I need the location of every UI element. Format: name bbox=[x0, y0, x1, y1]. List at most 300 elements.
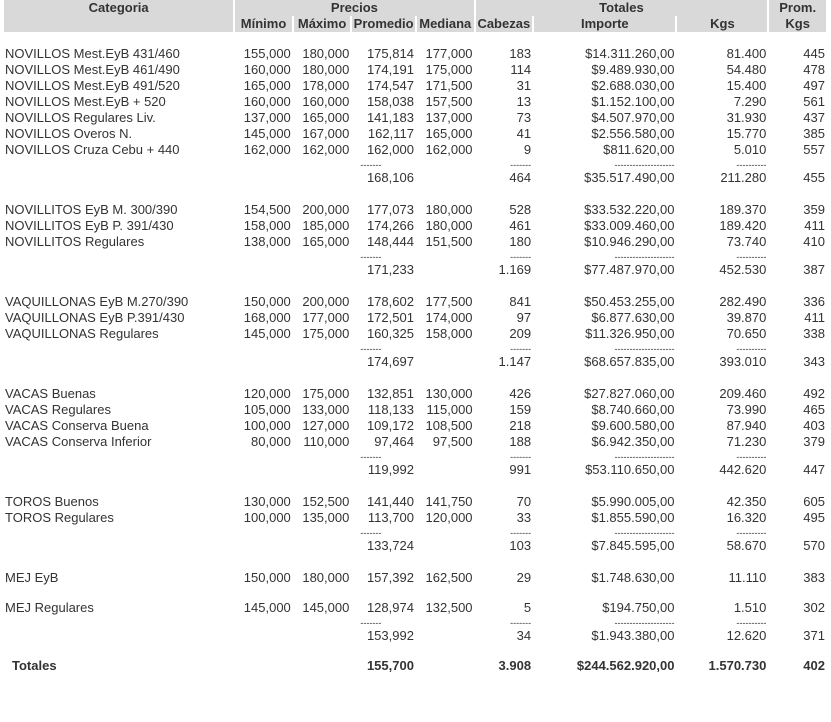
subtotal-importe: $1.943.380,00 bbox=[591, 628, 675, 643]
blank-cell bbox=[235, 658, 292, 674]
totales-cabezas: 3.908 bbox=[498, 658, 532, 673]
importe-cell: $33.532.220,00 bbox=[584, 202, 675, 217]
totales-kgs: 1.570.730 bbox=[708, 658, 767, 673]
header-kgs: Kgs bbox=[677, 16, 767, 32]
blank-cell bbox=[235, 450, 292, 462]
cabezas-cell: 188 bbox=[509, 434, 532, 449]
blank-cell bbox=[417, 450, 474, 462]
blank-cell bbox=[294, 342, 351, 354]
cabezas-cell: 841 bbox=[509, 294, 532, 309]
table-row bbox=[4, 218, 826, 234]
kgs-cell: 15.400 bbox=[726, 78, 767, 93]
prom-kgs-cell: 302 bbox=[803, 600, 825, 615]
promedio-cell: 141,183 bbox=[366, 110, 414, 125]
maximo-cell: 185,000 bbox=[302, 218, 350, 233]
importe-cell: $33.009.460,00 bbox=[584, 218, 675, 233]
categoria-cell: NOVILLOS Cruza Cebu + 440 bbox=[5, 142, 180, 157]
maximo-cell: 145,000 bbox=[302, 600, 350, 615]
blank-cell bbox=[235, 250, 292, 262]
kgs-cell: 7.290 bbox=[733, 94, 767, 109]
minimo-cell: 145,000 bbox=[243, 126, 291, 141]
maximo-cell: 200,000 bbox=[302, 202, 350, 217]
promedio-cell: 162,000 bbox=[366, 142, 414, 157]
importe-cell: $6.942.350,00 bbox=[591, 434, 675, 449]
blank-cell bbox=[294, 158, 351, 170]
blank-cell bbox=[4, 628, 233, 644]
cabezas-cell: 528 bbox=[509, 202, 532, 217]
minimo-cell: 150,000 bbox=[243, 570, 291, 585]
mediana-cell: 158,000 bbox=[425, 326, 473, 341]
spacer-cell bbox=[4, 32, 826, 46]
categoria-cell: VAQUILLONAS EyB P.391/430 bbox=[5, 310, 185, 325]
prom-kgs-cell: 383 bbox=[803, 570, 825, 585]
prom-kgs-cell: 379 bbox=[803, 434, 825, 449]
blank-cell bbox=[4, 450, 233, 462]
blank-cell bbox=[769, 616, 826, 628]
importe-divider: -------------------- bbox=[614, 452, 675, 462]
blank-cell bbox=[417, 628, 474, 644]
subtotal-row bbox=[4, 628, 826, 644]
table-row bbox=[4, 402, 826, 418]
subtotal-kgs: 393.010 bbox=[719, 354, 767, 369]
header-mediana: Mediana bbox=[417, 16, 474, 32]
subtotal-kgs: 452.530 bbox=[719, 262, 767, 277]
cabezas-cell: 426 bbox=[509, 386, 532, 401]
prom-kgs-cell: 403 bbox=[803, 418, 825, 433]
maximo-cell: 177,000 bbox=[302, 310, 350, 325]
blank-cell bbox=[4, 158, 233, 170]
promedio-cell: 97,464 bbox=[374, 434, 414, 449]
cabezas-cell: 218 bbox=[509, 418, 532, 433]
promedio-cell: 132,851 bbox=[366, 386, 414, 401]
blank-cell bbox=[417, 616, 474, 628]
header-categoria: Categoria bbox=[4, 0, 233, 16]
subtotal-divider-row bbox=[4, 450, 826, 462]
promedio-cell: 113,700 bbox=[367, 510, 414, 525]
subtotal-prom-kgs: 447 bbox=[803, 462, 825, 477]
promedio-cell: 172,501 bbox=[366, 310, 414, 325]
subtotal-cabezas: 1.169 bbox=[498, 262, 532, 277]
kgs-cell: 87.940 bbox=[726, 418, 767, 433]
subtotal-row bbox=[4, 354, 826, 370]
table-row bbox=[4, 78, 826, 94]
categoria-cell: NOVILLOS Mest.EyB + 520 bbox=[5, 94, 166, 109]
minimo-cell: 145,000 bbox=[243, 600, 291, 615]
kgs-cell: 5.010 bbox=[733, 142, 767, 157]
categoria-cell: NOVILLOS Overos N. bbox=[5, 126, 133, 141]
categoria-cell: VACAS Conserva Inferior bbox=[5, 434, 152, 449]
cabezas-cell: 70 bbox=[516, 494, 532, 509]
minimo-cell: 150,000 bbox=[243, 294, 291, 309]
minimo-cell: 165,000 bbox=[243, 78, 291, 93]
subtotal-kgs: 442.620 bbox=[719, 462, 767, 477]
subtotal-divider-row bbox=[4, 158, 826, 170]
subtotal-promedio: 119,992 bbox=[367, 462, 414, 477]
maximo-cell: 135,000 bbox=[302, 510, 350, 525]
table-row bbox=[4, 62, 826, 78]
kgs-cell: 189.420 bbox=[719, 218, 767, 233]
prom-kgs-cell: 411 bbox=[804, 218, 825, 233]
importe-cell: $8.740.660,00 bbox=[591, 402, 675, 417]
subtotal-divider-row bbox=[4, 526, 826, 538]
promedio-divider: ------- bbox=[360, 344, 382, 354]
promedio-cell: 118,133 bbox=[367, 402, 414, 417]
subtotal-row bbox=[4, 262, 826, 278]
minimo-cell: 158,000 bbox=[243, 218, 291, 233]
promedio-divider: ------- bbox=[360, 252, 382, 262]
blank-cell bbox=[294, 462, 351, 478]
categoria-cell: MEJ EyB bbox=[5, 570, 59, 585]
blank-cell bbox=[294, 616, 351, 628]
kgs-cell: 282.490 bbox=[719, 294, 767, 309]
header-blank bbox=[4, 16, 233, 32]
blank-cell bbox=[4, 354, 233, 370]
promedio-cell: 175,814 bbox=[366, 46, 414, 61]
importe-cell: $2.556.580,00 bbox=[591, 126, 675, 141]
blank-cell bbox=[235, 628, 292, 644]
mediana-cell: 171,500 bbox=[425, 78, 473, 93]
promedio-divider: ------- bbox=[360, 160, 382, 170]
importe-divider: -------------------- bbox=[614, 252, 675, 262]
blank-cell bbox=[417, 354, 474, 370]
kgs-cell: 209.460 bbox=[719, 386, 767, 401]
spacer-row bbox=[4, 278, 826, 294]
kgs-cell: 1.510 bbox=[733, 600, 767, 615]
totales-label: Totales bbox=[12, 658, 57, 673]
mediana-cell: 157,500 bbox=[425, 94, 473, 109]
categoria-cell: VACAS Conserva Buena bbox=[5, 418, 149, 433]
importe-cell: $4.507.970,00 bbox=[591, 110, 675, 125]
table-row bbox=[4, 510, 826, 526]
cabezas-divider: ------- bbox=[510, 452, 532, 462]
minimo-cell: 168,000 bbox=[243, 310, 291, 325]
maximo-cell: 127,000 bbox=[302, 418, 350, 433]
cabezas-divider: ------- bbox=[510, 344, 532, 354]
promedio-cell: 178,602 bbox=[366, 294, 414, 309]
categoria-cell: NOVILLOS Mest.EyB 491/520 bbox=[5, 78, 180, 93]
cabezas-cell: 13 bbox=[516, 94, 532, 109]
cabezas-cell: 209 bbox=[509, 326, 532, 341]
subtotal-prom-kgs: 343 bbox=[803, 354, 825, 369]
blank-cell bbox=[294, 628, 351, 644]
table-row bbox=[4, 94, 826, 110]
header-promedio: Promedio bbox=[353, 16, 414, 31]
cabezas-cell: 183 bbox=[509, 46, 532, 61]
minimo-cell: 100,000 bbox=[243, 418, 291, 433]
categoria-cell: VACAS Buenas bbox=[5, 386, 96, 401]
blank-cell bbox=[235, 158, 292, 170]
cabezas-divider: ------- bbox=[510, 618, 532, 628]
promedio-divider: ------- bbox=[360, 528, 382, 538]
maximo-cell: 160,000 bbox=[302, 94, 350, 109]
categoria-cell: NOVILLOS Mest.EyB 431/460 bbox=[5, 46, 180, 61]
minimo-cell: 162,000 bbox=[243, 142, 291, 157]
blank-cell bbox=[294, 658, 351, 674]
categoria-cell: NOVILLITOS EyB M. 300/390 bbox=[5, 202, 178, 217]
mediana-cell: 115,000 bbox=[426, 402, 473, 417]
table-row bbox=[4, 418, 826, 434]
spacer-row bbox=[4, 586, 826, 600]
minimo-cell: 160,000 bbox=[243, 94, 291, 109]
importe-divider: -------------------- bbox=[614, 528, 675, 538]
subtotal-prom-kgs: 387 bbox=[803, 262, 825, 277]
blank-cell bbox=[417, 462, 474, 478]
blank-cell bbox=[294, 250, 351, 262]
minimo-cell: 155,000 bbox=[243, 46, 291, 61]
prom-kgs-cell: 336 bbox=[803, 294, 825, 309]
table-row bbox=[4, 202, 826, 218]
header-minimo: Mínimo bbox=[235, 16, 292, 32]
spacer-row bbox=[4, 478, 826, 494]
importe-cell: $811.620,00 bbox=[603, 142, 675, 157]
promedio-cell: 160,325 bbox=[366, 326, 414, 341]
subtotal-row bbox=[4, 170, 826, 186]
subtotal-cabezas: 34 bbox=[516, 628, 532, 643]
importe-cell: $14.311.260,00 bbox=[585, 46, 675, 61]
market-table bbox=[2, 0, 828, 674]
blank-cell bbox=[417, 170, 474, 186]
promedio-cell: 157,392 bbox=[366, 570, 414, 585]
cabezas-divider: ------- bbox=[510, 160, 532, 170]
categoria-cell: NOVILLITOS Regulares bbox=[5, 234, 145, 249]
blank-cell bbox=[235, 262, 292, 278]
subtotal-cabezas: 103 bbox=[509, 538, 532, 553]
blank-cell bbox=[417, 658, 474, 674]
subtotal-cabezas: 991 bbox=[509, 462, 532, 477]
kgs-cell: 39.870 bbox=[726, 310, 767, 325]
categoria-cell: VAQUILLONAS EyB M.270/390 bbox=[5, 294, 189, 309]
subtotal-divider-row bbox=[4, 342, 826, 354]
cabezas-divider: ------- bbox=[510, 252, 532, 262]
categoria-cell: TOROS Buenos bbox=[5, 494, 99, 509]
kgs-divider: ---------- bbox=[736, 160, 767, 170]
prom-kgs-cell: 497 bbox=[803, 78, 825, 93]
spacer-cell bbox=[4, 586, 826, 600]
prom-kgs-cell: 411 bbox=[804, 310, 825, 325]
table-body bbox=[4, 32, 826, 674]
subtotal-prom-kgs: 455 bbox=[803, 170, 825, 185]
table-row bbox=[4, 294, 826, 310]
blank-cell bbox=[4, 462, 233, 478]
table-row bbox=[4, 310, 826, 326]
maximo-cell: 180,000 bbox=[302, 46, 350, 61]
header-cabezas: Cabezas bbox=[477, 16, 531, 31]
kgs-cell: 31.930 bbox=[726, 110, 767, 125]
subtotal-kgs: 211.280 bbox=[720, 170, 767, 185]
importe-cell: $5.990.005,00 bbox=[591, 494, 675, 509]
spacer-row bbox=[4, 554, 826, 570]
prom-kgs-cell: 385 bbox=[803, 126, 825, 141]
mediana-cell: 180,000 bbox=[425, 202, 473, 217]
blank-cell bbox=[235, 462, 292, 478]
promedio-divider: ------- bbox=[360, 618, 382, 628]
minimo-cell: 100,000 bbox=[243, 510, 291, 525]
cabezas-cell: 9 bbox=[523, 142, 532, 157]
categoria-cell: VAQUILLONAS Regulares bbox=[5, 326, 159, 341]
subtotal-importe: $35.517.490,00 bbox=[584, 170, 675, 185]
mediana-cell: 174,000 bbox=[425, 310, 473, 325]
blank-cell bbox=[4, 538, 233, 554]
mediana-cell: 108,500 bbox=[425, 418, 473, 433]
cabezas-cell: 461 bbox=[509, 218, 532, 233]
totales-row bbox=[4, 658, 826, 674]
minimo-cell: 130,000 bbox=[243, 494, 291, 509]
maximo-cell: 175,000 bbox=[302, 386, 350, 401]
categoria-cell: TOROS Regulares bbox=[5, 510, 114, 525]
maximo-cell: 152,500 bbox=[302, 494, 350, 509]
blank-cell bbox=[294, 170, 351, 186]
subtotal-promedio: 168,106 bbox=[366, 170, 414, 185]
importe-divider: -------------------- bbox=[614, 160, 675, 170]
mediana-cell: 180,000 bbox=[425, 218, 473, 233]
cabezas-cell: 31 bbox=[516, 78, 532, 93]
blank-cell bbox=[769, 450, 826, 462]
subtotal-importe: $77.487.970,00 bbox=[584, 262, 675, 277]
prom-kgs-cell: 437 bbox=[803, 110, 825, 125]
blank-cell bbox=[4, 526, 233, 538]
promedio-cell: 148,444 bbox=[366, 234, 414, 249]
minimo-cell: 80,000 bbox=[251, 434, 291, 449]
header-row-top bbox=[4, 0, 826, 16]
mediana-cell: 165,000 bbox=[425, 126, 473, 141]
cabezas-cell: 5 bbox=[523, 600, 532, 615]
prom-kgs-cell: 557 bbox=[803, 142, 825, 157]
blank-cell bbox=[235, 170, 292, 186]
spacer-cell bbox=[4, 478, 826, 494]
table-row bbox=[4, 126, 826, 142]
prom-kgs-cell: 495 bbox=[803, 510, 825, 525]
subtotal-importe: $53.110.650,00 bbox=[585, 462, 675, 477]
kgs-cell: 189.370 bbox=[719, 202, 767, 217]
importe-cell: $2.688.030,00 bbox=[591, 78, 675, 93]
spacer-row bbox=[4, 644, 826, 658]
header-prom-kgs: Kgs bbox=[769, 16, 826, 32]
mediana-cell: 141,750 bbox=[425, 494, 473, 509]
importe-divider: -------------------- bbox=[614, 618, 675, 628]
maximo-cell: 165,000 bbox=[302, 234, 350, 249]
blank-cell bbox=[417, 262, 474, 278]
kgs-cell: 54.480 bbox=[726, 62, 767, 77]
blank-cell bbox=[235, 354, 292, 370]
maximo-cell: 133,000 bbox=[302, 402, 350, 417]
table-row bbox=[4, 142, 826, 158]
blank-cell bbox=[769, 158, 826, 170]
cabezas-cell: 73 bbox=[516, 110, 532, 125]
kgs-cell: 71.230 bbox=[726, 434, 767, 449]
subtotal-prom-kgs: 570 bbox=[803, 538, 825, 553]
promedio-cell: 158,038 bbox=[366, 94, 414, 109]
blank-cell bbox=[769, 526, 826, 538]
subtotal-promedio: 153,992 bbox=[366, 628, 414, 643]
minimo-cell: 160,000 bbox=[243, 62, 291, 77]
table-row bbox=[4, 110, 826, 126]
importe-cell: $1.748.630,00 bbox=[591, 570, 675, 585]
blank-cell bbox=[294, 262, 351, 278]
blank-cell bbox=[294, 354, 351, 370]
table-row bbox=[4, 46, 826, 62]
table-row bbox=[4, 386, 826, 402]
minimo-cell: 145,000 bbox=[243, 326, 291, 341]
minimo-cell: 137,000 bbox=[243, 110, 291, 125]
spacer-cell bbox=[4, 370, 826, 386]
maximo-cell: 180,000 bbox=[302, 570, 350, 585]
categoria-cell: NOVILLITOS EyB P. 391/430 bbox=[5, 218, 174, 233]
spacer-cell bbox=[4, 644, 826, 658]
blank-cell bbox=[4, 170, 233, 186]
header-prom: Prom. bbox=[769, 0, 826, 16]
blank-cell bbox=[235, 616, 292, 628]
cabezas-cell: 97 bbox=[516, 310, 532, 325]
importe-cell: $6.877.630,00 bbox=[591, 310, 675, 325]
minimo-cell: 120,000 bbox=[243, 386, 291, 401]
prom-kgs-cell: 445 bbox=[803, 46, 825, 61]
blank-cell bbox=[235, 342, 292, 354]
cabezas-cell: 41 bbox=[516, 126, 532, 141]
totales-importe: $244.562.920,00 bbox=[576, 658, 675, 673]
blank-cell bbox=[4, 250, 233, 262]
mediana-cell: 132,500 bbox=[425, 600, 473, 615]
subtotal-importe: $7.845.595,00 bbox=[591, 538, 675, 553]
importe-divider: -------------------- bbox=[614, 344, 675, 354]
mediana-cell: 120,000 bbox=[425, 510, 473, 525]
subtotal-row bbox=[4, 538, 826, 554]
kgs-cell: 11.110 bbox=[728, 570, 767, 585]
blank-cell bbox=[417, 538, 474, 554]
blank-cell bbox=[417, 526, 474, 538]
subtotal-importe: $68.657.835,00 bbox=[584, 354, 675, 369]
spacer-row bbox=[4, 32, 826, 46]
prom-kgs-cell: 561 bbox=[803, 94, 825, 109]
promedio-cell: 109,172 bbox=[366, 418, 414, 433]
maximo-cell: 180,000 bbox=[302, 62, 350, 77]
importe-cell: $194.750,00 bbox=[602, 600, 675, 615]
table-row bbox=[4, 234, 826, 250]
blank-cell bbox=[235, 526, 292, 538]
importe-cell: $50.453.255,00 bbox=[584, 294, 675, 309]
minimo-cell: 154,500 bbox=[243, 202, 291, 217]
categoria-cell: NOVILLOS Mest.EyB 461/490 bbox=[5, 62, 180, 77]
maximo-cell: 175,000 bbox=[302, 326, 350, 341]
promedio-cell: 177,073 bbox=[366, 202, 414, 217]
kgs-divider: ---------- bbox=[736, 252, 767, 262]
blank-cell bbox=[294, 538, 351, 554]
kgs-cell: 70.650 bbox=[726, 326, 767, 341]
prom-kgs-cell: 492 bbox=[803, 386, 825, 401]
mediana-cell: 162,000 bbox=[425, 142, 473, 157]
promedio-cell: 174,266 bbox=[366, 218, 414, 233]
importe-cell: $9.600.580,00 bbox=[591, 418, 675, 433]
cabezas-divider: ------- bbox=[510, 528, 532, 538]
importe-cell: $11.326.950,00 bbox=[585, 326, 675, 341]
importe-cell: $9.489.930,00 bbox=[591, 62, 675, 77]
promedio-cell: 174,191 bbox=[366, 62, 414, 77]
blank-cell bbox=[235, 538, 292, 554]
subtotal-divider-row bbox=[4, 616, 826, 628]
kgs-divider: ---------- bbox=[736, 528, 767, 538]
table-row bbox=[4, 570, 826, 586]
subtotal-kgs: 58.670 bbox=[726, 538, 767, 553]
kgs-cell: 15.770 bbox=[726, 126, 767, 141]
mediana-cell: 177,500 bbox=[425, 294, 473, 309]
prom-kgs-cell: 410 bbox=[803, 234, 825, 249]
maximo-cell: 167,000 bbox=[302, 126, 350, 141]
maximo-cell: 162,000 bbox=[302, 142, 350, 157]
header-row-sub bbox=[4, 16, 826, 32]
blank-cell bbox=[4, 616, 233, 628]
kgs-cell: 16.320 bbox=[726, 510, 767, 525]
kgs-cell: 73.990 bbox=[726, 402, 767, 417]
prom-kgs-cell: 478 bbox=[803, 62, 825, 77]
